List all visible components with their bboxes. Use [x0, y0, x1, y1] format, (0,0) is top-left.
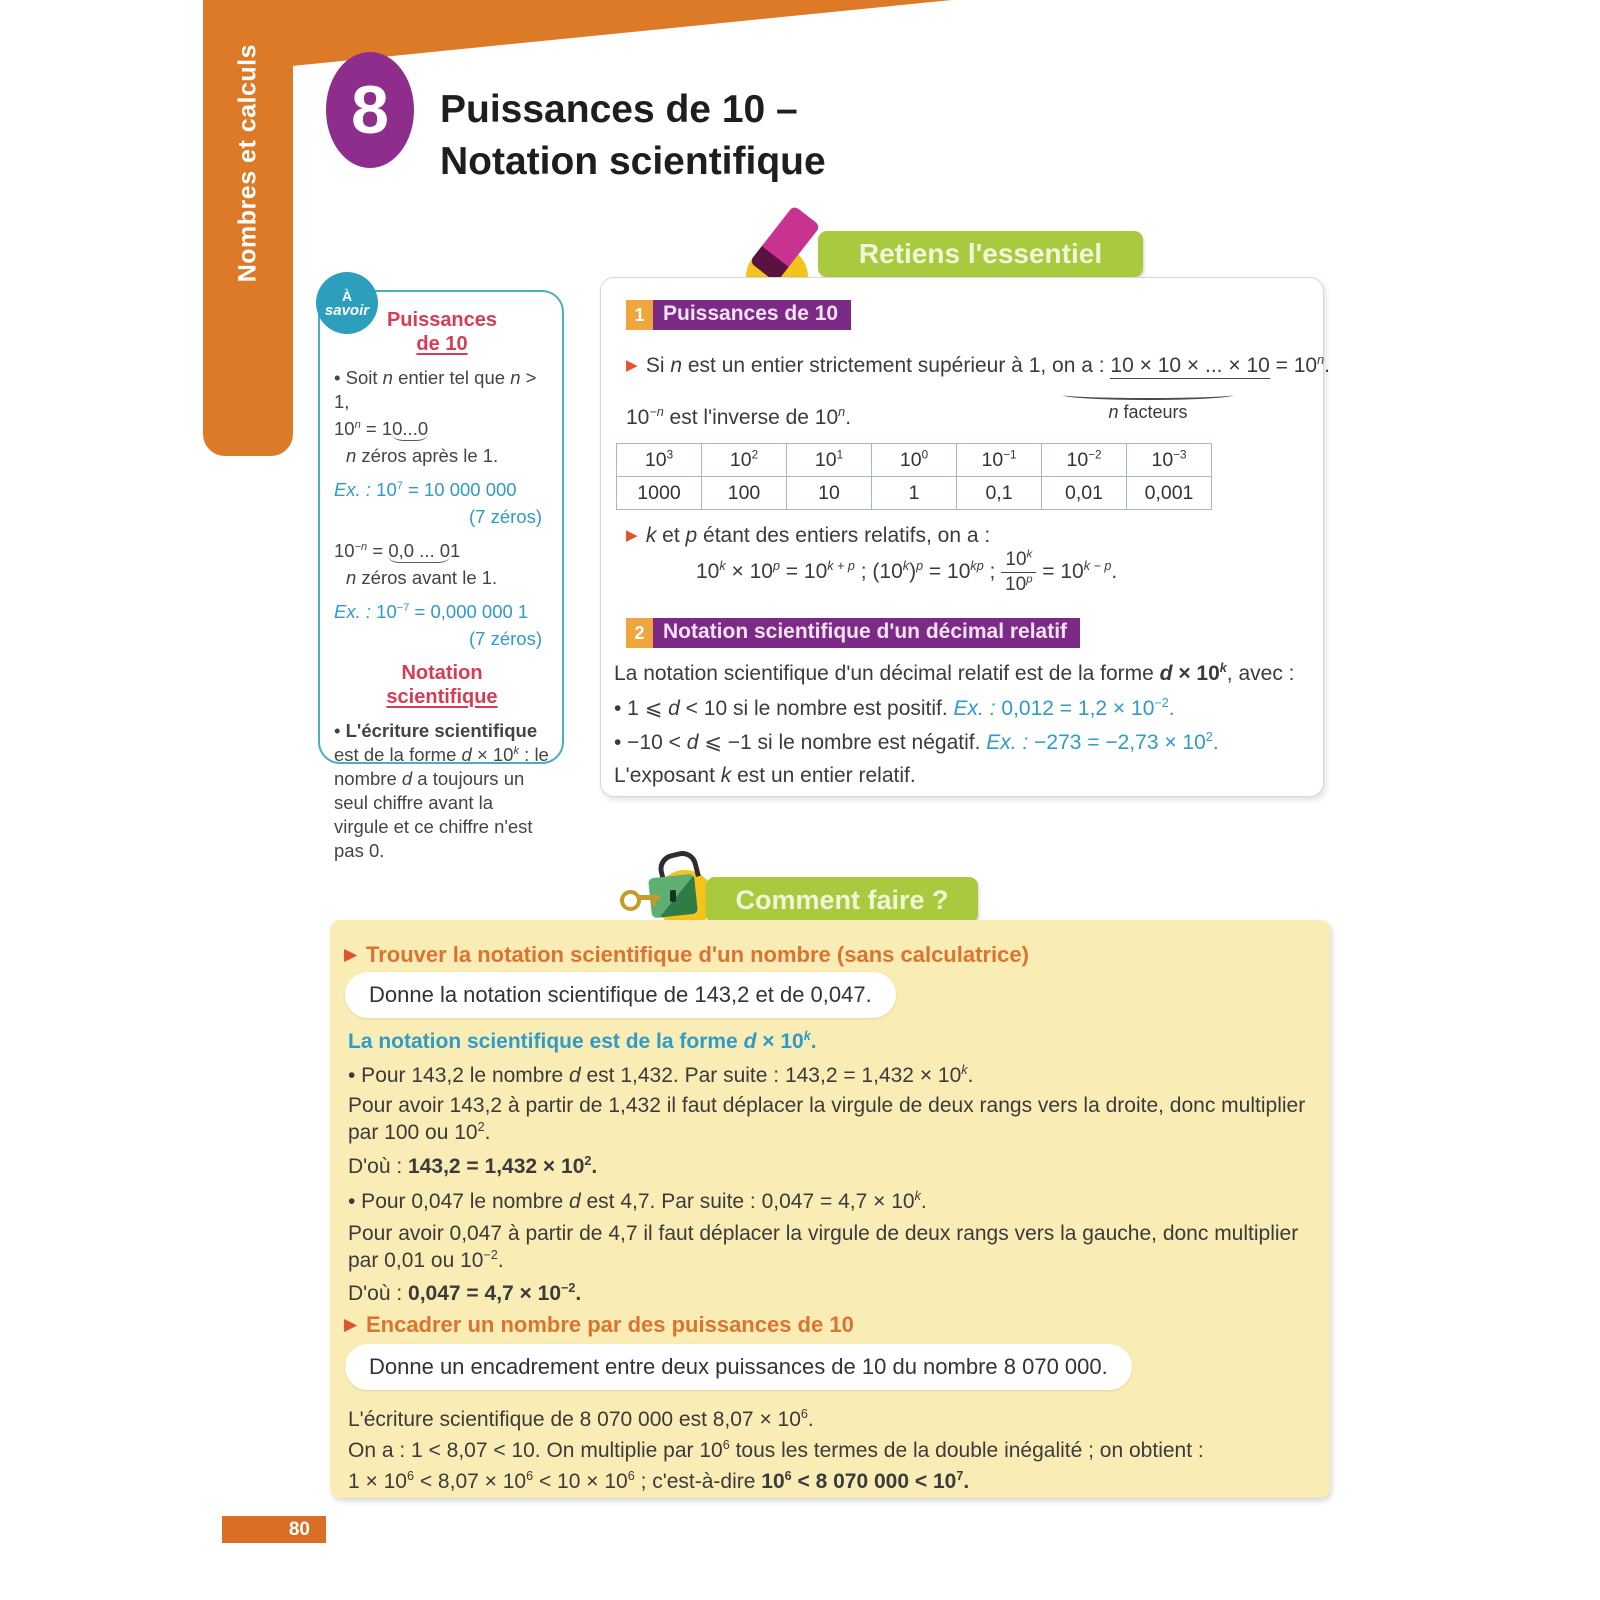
- comment-faire-banner: Comment faire ?: [706, 877, 978, 923]
- padlock-keyhole: [670, 890, 676, 902]
- a-savoir-content: [320, 292, 562, 863]
- solution-line: L'écriture scientifique de 8 070 000 est $8,07 \times 10^6$.: [348, 1407, 814, 1431]
- table-cell: 1000: [617, 477, 702, 510]
- page-number: 80: [288, 1519, 310, 1540]
- s2-line2: • 1 ⩽ d < 10 si le nombre est positif. Ex. : $0,012 = 1,2 \times 10^{-2}$.: [614, 696, 1175, 720]
- page-title-line1: Puissances de 10 –: [440, 88, 798, 131]
- fraction: [1001, 550, 1036, 595]
- section-2-header: [626, 618, 1080, 648]
- table-row: [617, 477, 1212, 510]
- fraction-denominator: 10$^p$: [1005, 573, 1033, 595]
- method-2-heading: ▶ Encadrer un nombre par des puissances de 10: [344, 1312, 854, 1337]
- page-title: [440, 84, 826, 188]
- sidebar-line: n zéros après le 1.: [346, 445, 499, 466]
- section-1-header: [626, 300, 851, 330]
- s1-line3: ▶ k et p étant des entiers relatifs, on a :: [626, 524, 991, 547]
- sidebar-line: (7 zéros): [469, 628, 542, 649]
- formula-part2: = $10^{k - p}$.: [1042, 559, 1118, 584]
- a-savoir-box: [318, 287, 564, 861]
- exercise-2-statement: Donne un encadrement entre deux puissances de 10 du nombre 8 070 000.: [345, 1344, 1132, 1390]
- sidebar-line: $10^{-n} = 0,0$ ... 01: [334, 540, 461, 561]
- sidebar-heading-notation: Notation scientifique: [386, 662, 498, 708]
- table-cell: $10^2$: [702, 444, 787, 477]
- sidebar-line: $10^n = 10...0$: [334, 418, 429, 439]
- solution-line: Pour avoir 143,2 à partir de 1,432 il faut déplacer la virgule de deux rangs vers la droite, donc multiplier par 100 ou $10^2$.: [348, 1094, 1306, 1144]
- badge-line2: savoir: [324, 301, 370, 319]
- solution-result: $1 \times 10^6 < 8,07 \times 10^6 < 10 \times 10^6$ ; c'est-à-dire $10^6 < 8$ 070 $000 < 10^7$.: [348, 1469, 970, 1493]
- strand-tab: [203, 0, 293, 456]
- solution-line: Pour avoir 0,047 à partir de 4,7 il faut déplacer la virgule de deux rangs vers la gauche, donc multiplier par 0,01 ou $10^{-2}$.: [348, 1222, 1299, 1272]
- page-number-bar: [222, 1516, 326, 1543]
- table-cell: 0,1: [957, 477, 1042, 510]
- formula-part1: $10^k \times 10^p = 10^{k + p}$ ; $(10^k)^p = 10^{kp}$ ;: [696, 559, 996, 584]
- sidebar-line: • Soit n entier tel que n > 1,: [334, 367, 537, 412]
- section-2-title: Notation scientifique d'un décimal relatif: [653, 618, 1080, 648]
- section-2-number: 2: [626, 618, 653, 648]
- key-teeth: [652, 899, 656, 906]
- underbrace-arc: [1063, 390, 1233, 400]
- essentiel-box: [600, 277, 1330, 797]
- table-cell: $10^3$: [617, 444, 702, 477]
- fraction-numerator: 10$^k$: [1001, 550, 1036, 573]
- chapter-number-badge: [326, 52, 414, 168]
- s1-line1: ▶ Si n est un entier strictement supérieur à 1, on a : 10 × 10 × ... × $10 = 10^n$.: [626, 353, 1330, 377]
- solution-result: D'où : $143,2 = 1,432 \times 10^2$.: [348, 1154, 598, 1178]
- n-facteurs-label: n facteurs: [1063, 390, 1233, 423]
- solution-line: • Pour 0,047 le nombre d est 4,7. Par suite : $0,047 = 4,7 \times 10^k$.: [348, 1189, 927, 1213]
- table-row: [617, 444, 1212, 477]
- table-cell: $10^1$: [787, 444, 872, 477]
- table-cell: $10^{-2}$: [1042, 444, 1127, 477]
- table-cell: 1: [872, 477, 957, 510]
- powers-of-ten-table: [616, 443, 1212, 510]
- table-cell: $10^{-3}$: [1127, 444, 1212, 477]
- solution-line: On a : 1 < 8,07 < 10. On multiplie par $10^6$ tous les termes de la double inégalité ; on obtient :: [348, 1438, 1204, 1462]
- table-cell: 10: [787, 477, 872, 510]
- s2-line1: La notation scientifique d'un décimal relatif est de la forme $d \times 10^k$, avec :: [614, 661, 1295, 685]
- table-cell: 0,01: [1042, 477, 1127, 510]
- powers-formula: [696, 550, 1117, 595]
- sidebar-line: n zéros avant le 1.: [346, 567, 498, 588]
- section-1-number: 1: [626, 300, 653, 330]
- solution-line: • Pour 143,2 le nombre d est 1,432. Par suite : $143,2 = 1,432 \times 10^k$.: [348, 1063, 974, 1087]
- a-savoir-badge: [316, 272, 378, 334]
- key-shaft: [638, 895, 660, 900]
- sidebar-line: Ex. : $10^7 = 10$ 000 000: [334, 479, 517, 500]
- retiens-banner: Retiens l'essentiel: [818, 231, 1143, 277]
- table-cell: $10^0$: [872, 444, 957, 477]
- s2-line3: • −10 < d ⩽ −1 si le nombre est négatif. Ex. : $-273 = -2,73 \times 10^2$.: [614, 730, 1219, 754]
- table-cell: 100: [702, 477, 787, 510]
- sidebar-line: (7 zéros): [469, 506, 542, 527]
- s2-line4: L'exposant k est un entier relatif.: [614, 764, 916, 787]
- sidebar-paragraph: • L'écriture scientifique est de la forme $d \times 10^k$ : le nombre d a toujours un seul chiffre avant la virgule et ce chiffre n'est pas 0.: [334, 720, 549, 861]
- comment-faire-box: [330, 920, 1330, 1498]
- table-cell: 0,001: [1127, 477, 1212, 510]
- strand-label: Nombres et calculs: [233, 44, 262, 283]
- s1-line2: $10^{-n}$ est l'inverse de 10$^n$.: [626, 405, 852, 429]
- table-cell: $10^{-1}$: [957, 444, 1042, 477]
- badge-line1: À: [341, 287, 353, 304]
- key-icon: [620, 890, 641, 911]
- header-wedge: [292, 0, 952, 66]
- sidebar-line: Ex. : $10^{-7} = 0,000$ 000 1: [334, 601, 529, 622]
- sidebar-heading-puissances: Puissances de 10: [386, 309, 498, 355]
- section-1-title: Puissances de 10: [653, 300, 851, 330]
- chapter-number: 8: [351, 72, 389, 148]
- exercise-1-statement: Donne la notation scientifique de 143,2 et de 0,047.: [345, 972, 896, 1018]
- method-1-intro: La notation scientifique est de la forme $d \times 10^k$.: [348, 1029, 817, 1053]
- solution-result: D'où : $0,047 = 4,7 \times 10^{-2}$.: [348, 1281, 582, 1305]
- page-title-line2: Notation scientifique: [440, 140, 826, 183]
- method-1-heading: ▶ Trouver la notation scientifique d'un nombre (sans calculatrice): [344, 942, 1029, 967]
